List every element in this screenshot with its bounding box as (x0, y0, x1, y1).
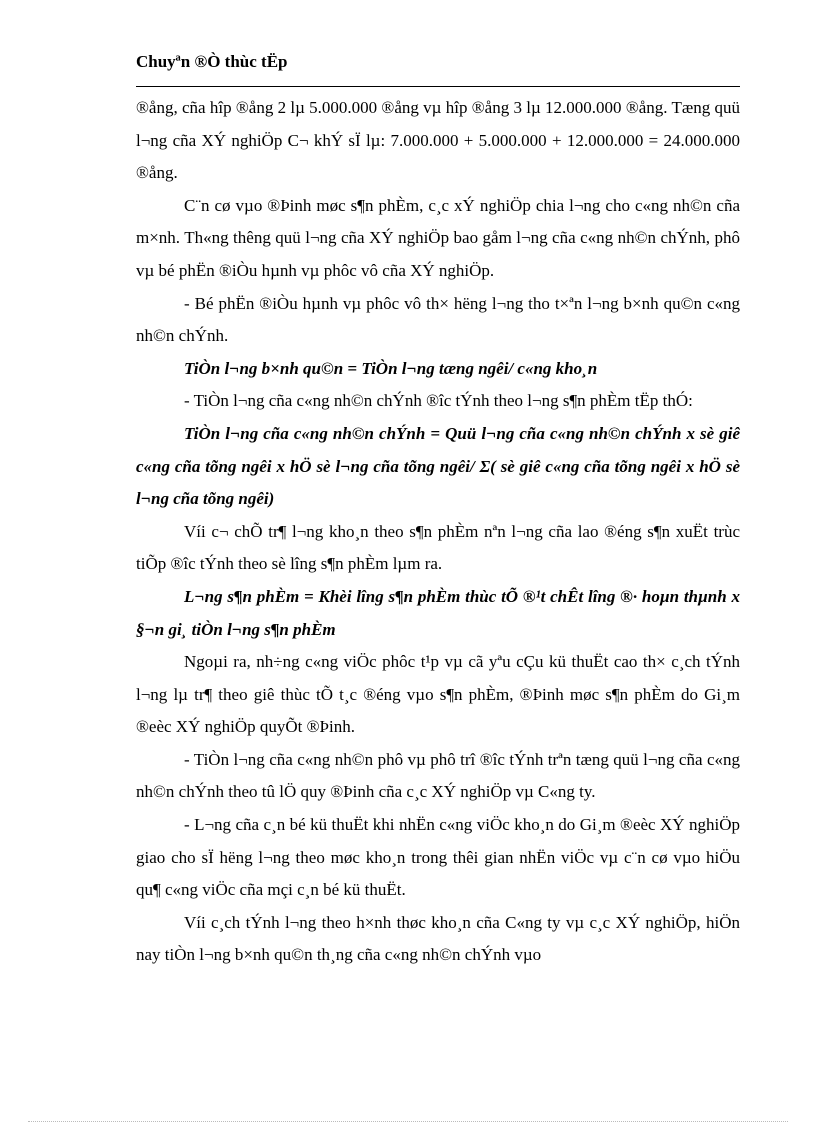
paragraph-admin-dept: - Bé phËn ®iÒu hµnh vµ phôc vô th× hëng l¬ng tho t×ªn l¬ng b×nh qu©n c«ng nh©n chÝnh. (136, 293, 740, 346)
paragraph-main-worker-wage: - TiÒn l¬ng cña c«ng nh©n chÝnh ®îc tÝnh theo l¬ng s¶n phÈm tËp thÓ: (184, 391, 693, 411)
paragraph-complex-work: Ngoµi ra, nh÷ng c«ng viÖc phôc t¹p vµ cã yªu cÇu kü thuËt cao th× c¸ch tÝnh l¬ng lµ tr¶ theo giê thùc tÕ t¸c ®éng vµo s¶n phÈm, ®Þinh møc s¶n phÈm do Gi¸m ®eèc XÝ nghiÖp quyÕt ®Þinh. (136, 652, 740, 737)
formula-main-worker-wage: TiÒn l¬ng cña c«ng nh©n chÝnh = Quü l¬ng cña c«ng nh©n chÝnh x sè giê c«ng cña tõng ngêi x hÖ sè l¬ng cña tõng ngêi/ Σ( sè giê c«ng cña tõng ngêi x hÖ sè l¬ng cña tõng ngêi) (136, 423, 740, 509)
paragraph-conclusion: Víi c¸ch tÝnh l¬ng theo h×nh thøc kho¸n cña C«ng ty vµ c¸c XÝ nghiÖp, hiÖn nay tiÒn l¬ng b×nh qu©n th¸ng cña c«ng nh©n chÝnh vµo (136, 912, 740, 965)
paragraph-piece-rate: Víi c¬ chÕ tr¶ l¬ng kho¸n theo s¶n phÈm nªn l¬ng cña lao ®éng s¶n xuËt trùc tiÕp ®îc tÝnh theo sè lîng s¶n phÈm lµm ra. (136, 521, 740, 574)
paragraph-continuation: ®ång, cña hîp ®ång 2 lµ 5.000.000 ®ång vµ hîp ®ång 3 lµ 12.000.000 ®ång. Tæng quü l¬ng cña XÝ nghiÖp C¬ khÝ sÏ lµ: 7.000.000 + 5.000.000 + 12.000.000 = 24.000.000 ®ång. (136, 98, 740, 183)
paragraph-technical-staff: - L¬ng cña c¸n bé kü thuËt khi nhËn c«ng viÖc kho¸n do Gi¸m ®eèc XÝ nghiÖp giao cho sÏ hëng l¬ng theo møc kho¸n trong thêi gian nhËn viÖc vµ c¨n cø vµo hiÖu qu¶ c«ng viÖc cña mçi c¸n bé kü thuËt. (136, 815, 740, 900)
document-body (136, 92, 740, 972)
paragraph-auxiliary-worker: - TiÒn l¬ng cña c«ng nh©n phô vµ phô trî ®îc tÝnh trªn tæng quü l¬ng cña c«ng nh©n chÝnh theo tû lÖ quy ®Þinh cña c¸c XÝ nghiÖp vµ C«ng ty. (136, 749, 740, 802)
formula-product-wage: L¬ng s¶n phÈm = Khèi lîng s¶n phÈm thùc tÕ ®¹t chÊt lîng ®· hoµn thµnh x §¬n gi¸ tiÒn l¬ng s¶n phÈm (136, 586, 740, 639)
footer-divider (28, 1121, 788, 1122)
formula-average-wage: TiÒn l¬ng b×nh qu©n = TiÒn l¬ng tæng ngêi/ c«ng kho¸n (184, 358, 598, 378)
page-header: Chuyªn ®Ò thùc tËp (136, 52, 288, 71)
paragraph-quota: C¨n cø vµo ®Þinh møc s¶n phÈm, c¸c xÝ nghiÖp chia l¬ng cho c«ng nh©n cña m×nh. Th«ng thêng quü l¬ng cña XÝ nghiÖp bao gåm l¬ng cña c«ng nh©n chÝnh, phô vµ bé phËn ®iÒu hµnh vµ phôc vô cña XÝ nghiÖp. (136, 195, 740, 280)
header-divider (136, 86, 740, 87)
